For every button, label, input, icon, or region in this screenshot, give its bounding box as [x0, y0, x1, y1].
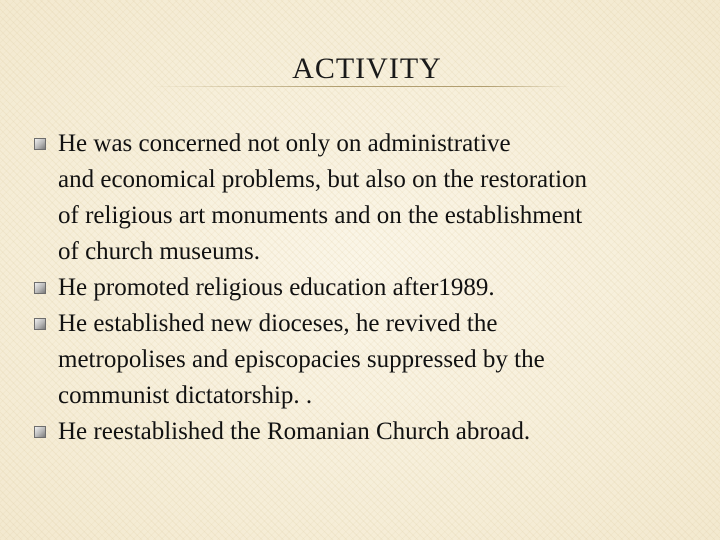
- square-bullet-icon: [34, 318, 46, 330]
- bullet-line: of religious art monuments and on the establishment: [58, 202, 583, 229]
- slide-title: ACTIVITY: [292, 52, 442, 85]
- bullet-line: He promoted religious education after1989.: [58, 274, 495, 301]
- square-bullet-icon: [34, 282, 46, 294]
- bullet-item: [0, 414, 720, 450]
- bullet-line: of church museums.: [58, 238, 261, 265]
- bullet-line: He was concerned not only on administrative: [58, 130, 511, 157]
- bullet-list: [0, 126, 720, 450]
- title-underline: [150, 86, 570, 87]
- square-bullet-icon: [34, 138, 46, 150]
- bullet-item: [0, 126, 720, 270]
- bullet-line: He reestablished the Romanian Church abroad.: [58, 418, 531, 445]
- bullet-line: metropolises and episcopacies suppressed by the: [58, 346, 545, 373]
- bullet-line: He established new dioceses, he revived the: [58, 310, 498, 337]
- bullet-line: and economical problems, but also on the restoration: [58, 166, 588, 193]
- bullet-line: communist dictatorship. .: [58, 382, 313, 409]
- bullet-item: [0, 306, 720, 414]
- bullet-item: [0, 270, 720, 306]
- square-bullet-icon: [34, 426, 46, 438]
